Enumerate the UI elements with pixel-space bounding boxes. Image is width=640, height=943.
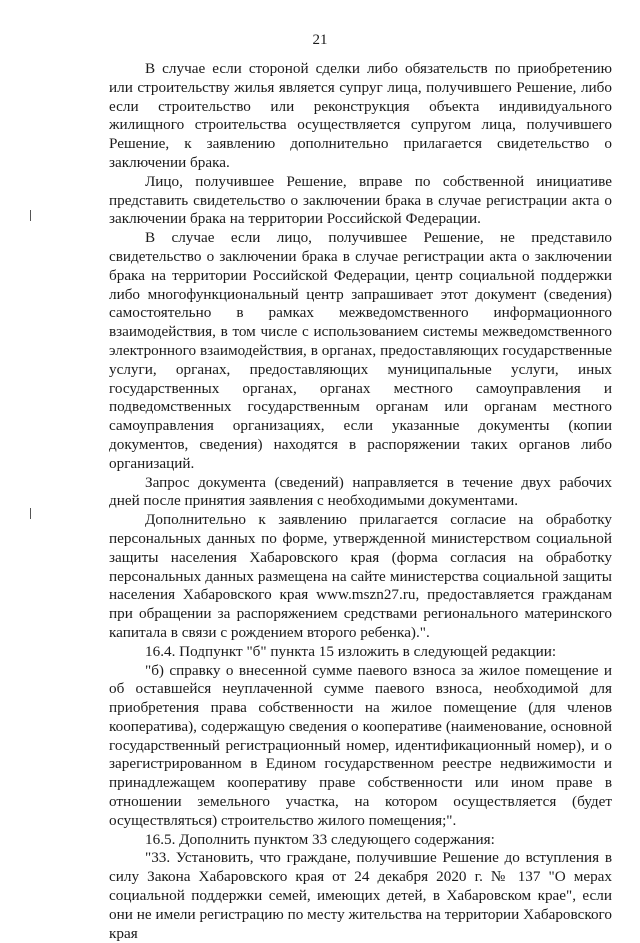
margin-mark	[30, 508, 31, 519]
margin-mark	[30, 210, 31, 221]
paragraph: В случае если лицо, получившее Решение, не представило свидетельство о заключении брака в случае регистрации акта о заключении брака на территории Российской Федерации, центр социальной поддержки либо многофункциональный центр запрашивает этот документ (сведения) самостоятельно в рамках межведомственного информационного взаимодействия, в том числе с использованием системы межведомственного электронного взаимодействия, в органах, предоставляющих государственные услуги, органах, предоставляющих муниципальные услуги, иных государственных органах, органах местного самоуправления и подведомственных государственным органам или органам местного самоуправления организациях, если указанные документы (копии документов, сведения) находятся в распоряжении таких органов либо организаций.	[109, 229, 612, 472]
paragraph: Дополнительно к заявлению прилагается согласие на обработку персональных данных по форме, утвержденной министерством социальной защиты населения Хабаровского края (форма согласия на обработку персональных данных размещена на сайте министерства социальной защиты населения Хабаровского края www.mszn27.ru, предоставляется гражданам при обращении за распоряжением средствами регионального материнского капитала в связи с рождением второго ребенка).".	[109, 511, 612, 641]
paragraph: В случае если стороной сделки либо обязательств по приобретению или строительству жилья является супруг лица, получившего Решение, либо если строительство или реконструкция объекта индивидуального жилищного строительства осуществляется супругом лица, получившего Решение, к заявлению дополнительно прилагается свидетельство о заключении брака.	[109, 60, 612, 171]
paragraph: "33. Установить, что граждане, получившие Решение до вступления в силу Закона Хабаровского края от 24 декабря 2020 г. № 137 "О мерах социальной поддержки семей, имеющих детей, в Хабаровском крае", если они не имели регистрацию по месту жительства на территории Хабаровского края	[109, 849, 612, 942]
document-body	[109, 60, 612, 943]
paragraph: 16.4. Подпункт "б" пункта 15 изложить в следующей редакции:	[145, 642, 557, 660]
paragraph: Запрос документа (сведений) направляется в течение двух рабочих дней после принятия заявления с необходимыми документами.	[109, 473, 612, 510]
paragraph: 16.5. Дополнить пунктом 33 следующего содержания:	[145, 830, 495, 848]
paragraph: "б) справку о внесенной сумме паевого взноса за жилое помещение и об оставшейся неуплаченной сумме паевого взноса, необходимой для приобретения права собственности на жилое помещение (для членов кооператива), содержащую сведения о кооперативе (наименование, основной государственный регистрационный номер, идентификационный номер), и о зарегистрированном в Едином государственном реестре недвижимости и принадлежащем кооперативу праве собственности или ином праве в отношении земельного участка, на котором осуществляется (будет осуществляться) строительство жилого помещения;".	[109, 661, 612, 829]
paragraph: Лицо, получившее Решение, вправе по собственной инициативе представить свидетельство о заключении брака в случае регистрации акта о заключении брака на территории Российской Федерации.	[109, 172, 612, 228]
page-number: 21	[312, 32, 328, 48]
